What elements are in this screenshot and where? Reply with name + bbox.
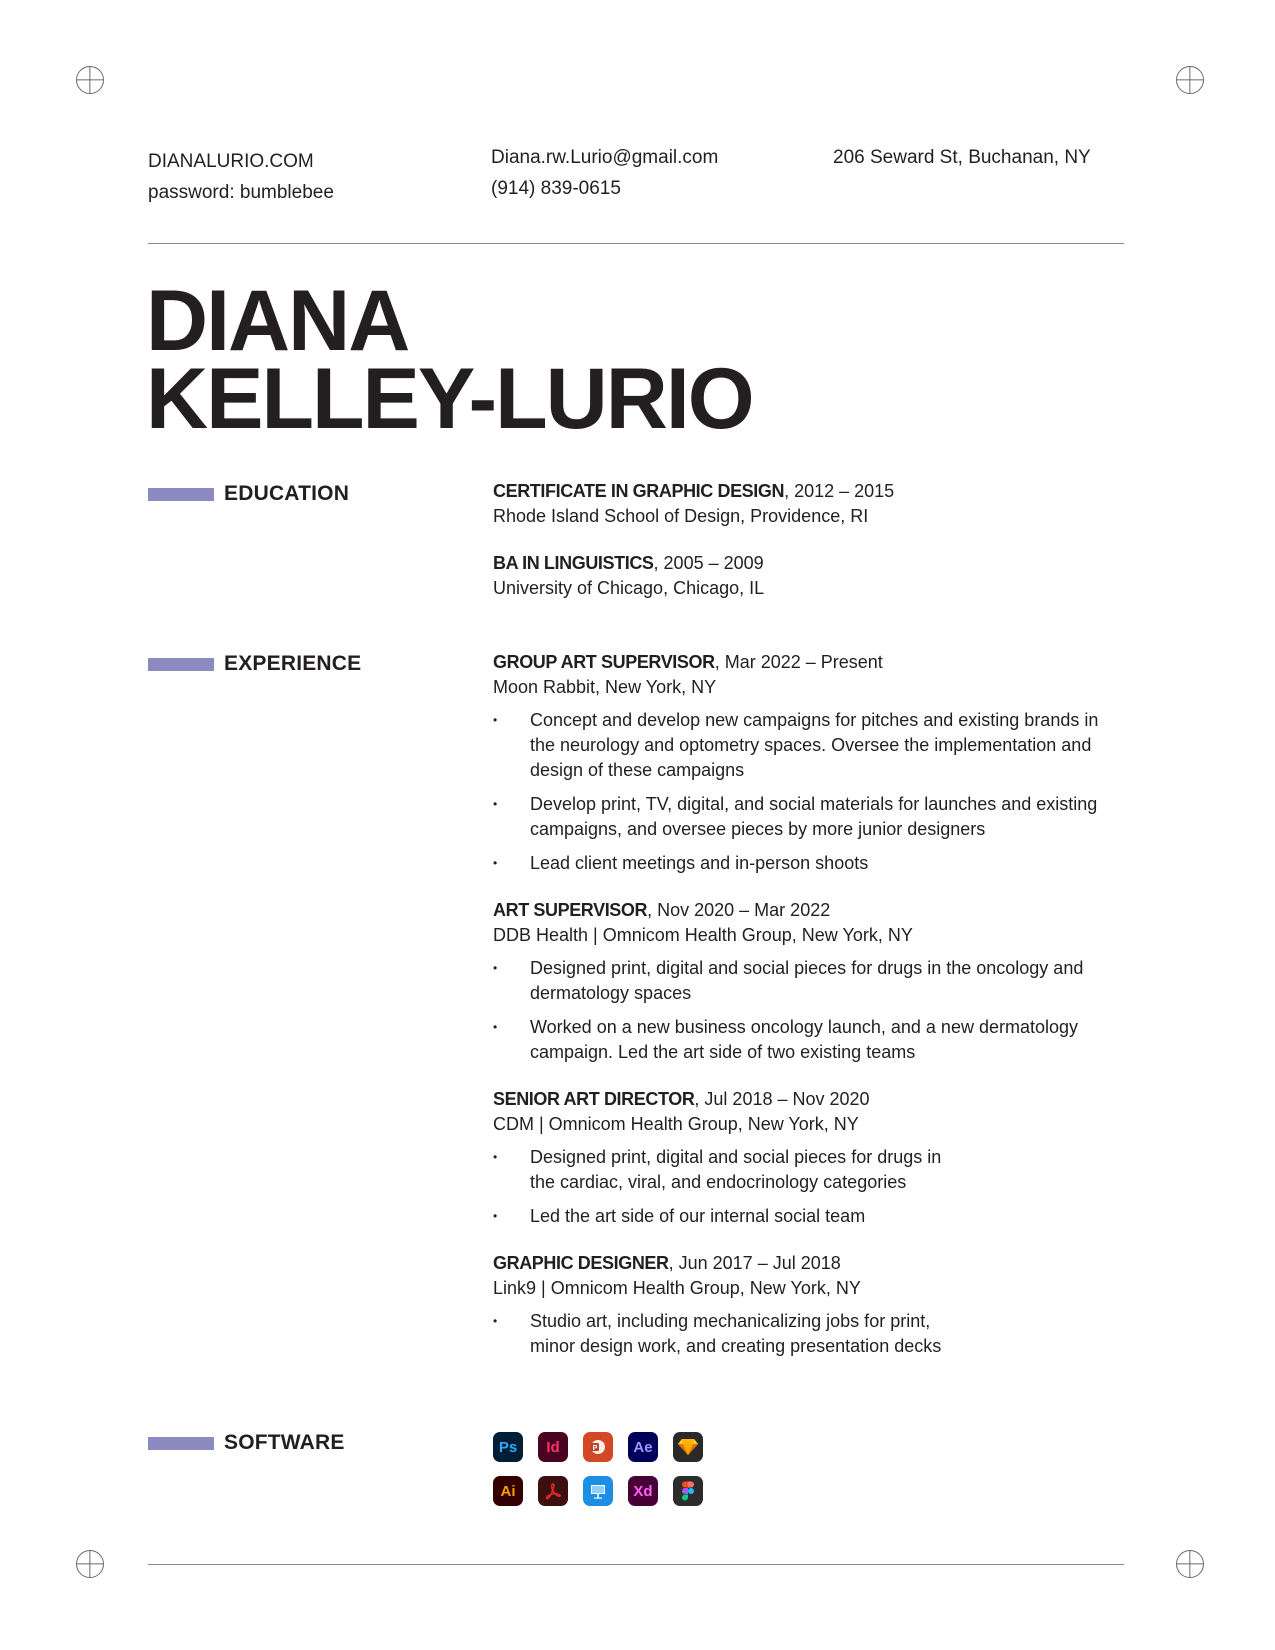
sketch-icon	[673, 1432, 703, 1462]
app-label: Ai	[500, 1482, 516, 1500]
powerpoint-icon	[583, 1432, 613, 1462]
acrobat-icon	[538, 1476, 568, 1506]
education-list	[493, 479, 1123, 623]
job-title: SENIOR ART DIRECTOR	[493, 1089, 695, 1109]
keynote-icon	[583, 1476, 613, 1506]
illustrator-icon	[493, 1476, 523, 1506]
section-title: EXPERIENCE	[224, 652, 362, 675]
experience-list	[493, 650, 1123, 1381]
job-item	[493, 650, 1123, 876]
software-icon-grid	[493, 1432, 703, 1506]
registration-mark-icon	[1176, 1550, 1204, 1578]
job-item	[493, 898, 1123, 1065]
job-bullet: • Concept and develop new campaigns for pitches and existing brands in the neurology and optometry spaces. Oversee the implementation and design of these campaigns	[493, 708, 1123, 783]
figma-icon	[673, 1476, 703, 1506]
email-link[interactable]: Diana.rw.Lurio@gmail.com	[491, 147, 719, 168]
address-text: 206 Seward St, Buchanan, NY	[833, 147, 1091, 168]
footer-divider	[148, 1564, 1124, 1565]
app-label: Id	[546, 1438, 560, 1456]
job-dates: , Mar 2022 – Present	[714, 652, 883, 672]
registration-mark-icon	[1176, 66, 1204, 94]
job-bullet: • Designed print, digital and social pieces for drugs in the cardiac, viral, and endocrinology categories	[493, 1145, 953, 1195]
registration-mark-icon	[76, 66, 104, 94]
degree-dates: , 2012 – 2015	[784, 481, 895, 501]
contact-email-block	[491, 142, 718, 204]
school-name: University of Chicago, Chicago, IL	[493, 578, 765, 598]
password-text: password: bumblebee	[148, 182, 334, 203]
job-dates: , Jun 2017 – Jul 2018	[668, 1253, 841, 1273]
app-label: Xd	[633, 1482, 653, 1500]
job-item	[493, 1087, 1123, 1229]
section-accent-bar	[148, 658, 214, 671]
header-divider	[148, 243, 1124, 244]
employer-name: CDM | Omnicom Health Group, New York, NY	[493, 1114, 859, 1134]
section-label-software	[148, 1431, 345, 1455]
xd-icon	[628, 1476, 658, 1506]
job-bullet: • Worked on a new business oncology launch, and a new dermatology campaign. Led the art side of two existing teams	[493, 1015, 1123, 1065]
employer-name: Link9 | Omnicom Health Group, New York, NY	[493, 1278, 861, 1298]
name-last: KELLEY-LURIO	[146, 351, 753, 447]
degree-title: BA IN LINGUISTICS	[493, 553, 654, 573]
website-link[interactable]: DIANALURIO.COM	[148, 151, 314, 172]
contact-website-block	[148, 146, 334, 208]
app-label: Ps	[498, 1438, 518, 1456]
job-bullet: • Develop print, TV, digital, and social materials for launches and existing campaigns, and oversee pieces by more junior designers	[493, 792, 1123, 842]
page-title	[146, 273, 753, 447]
job-dates: , Jul 2018 – Nov 2020	[694, 1089, 870, 1109]
indesign-icon	[538, 1432, 568, 1462]
job-bullet: • Led the art side of our internal social team	[493, 1204, 953, 1229]
job-item	[493, 1251, 1123, 1359]
education-item	[493, 479, 1123, 529]
section-accent-bar	[148, 1437, 214, 1450]
job-dates: , Nov 2020 – Mar 2022	[647, 900, 831, 920]
contact-address-block	[833, 142, 1091, 173]
section-title: SOFTWARE	[224, 1431, 345, 1454]
job-bullet: • Studio art, including mechanicalizing jobs for print, minor design work, and creating presentation decks	[493, 1309, 963, 1359]
name-first: DIANA	[146, 273, 409, 369]
education-item	[493, 551, 1123, 601]
job-bullet: • Designed print, digital and social pieces for drugs in the oncology and dermatology spaces	[493, 956, 1123, 1006]
degree-title: CERTIFICATE IN GRAPHIC DESIGN	[493, 481, 785, 501]
school-name: Rhode Island School of Design, Providence, RI	[493, 506, 869, 526]
employer-name: Moon Rabbit, New York, NY	[493, 677, 717, 697]
after-effects-icon	[628, 1432, 658, 1462]
employer-name: DDB Health | Omnicom Health Group, New York, NY	[493, 925, 913, 945]
photoshop-icon	[493, 1432, 523, 1462]
job-title: GRAPHIC DESIGNER	[493, 1253, 669, 1273]
degree-dates: , 2005 – 2009	[653, 553, 764, 573]
app-label: Ae	[633, 1438, 653, 1456]
job-bullet: • Lead client meetings and in-person shoots	[493, 851, 1123, 876]
section-title: EDUCATION	[224, 482, 350, 505]
svg-text:P: P	[592, 1445, 598, 1452]
job-title: ART SUPERVISOR	[493, 900, 648, 920]
job-title: GROUP ART SUPERVISOR	[493, 652, 715, 672]
phone-text: (914) 839-0615	[491, 178, 621, 199]
section-label-education	[148, 482, 349, 506]
section-label-experience	[148, 652, 361, 676]
registration-mark-icon	[76, 1550, 104, 1578]
section-accent-bar	[148, 488, 214, 501]
